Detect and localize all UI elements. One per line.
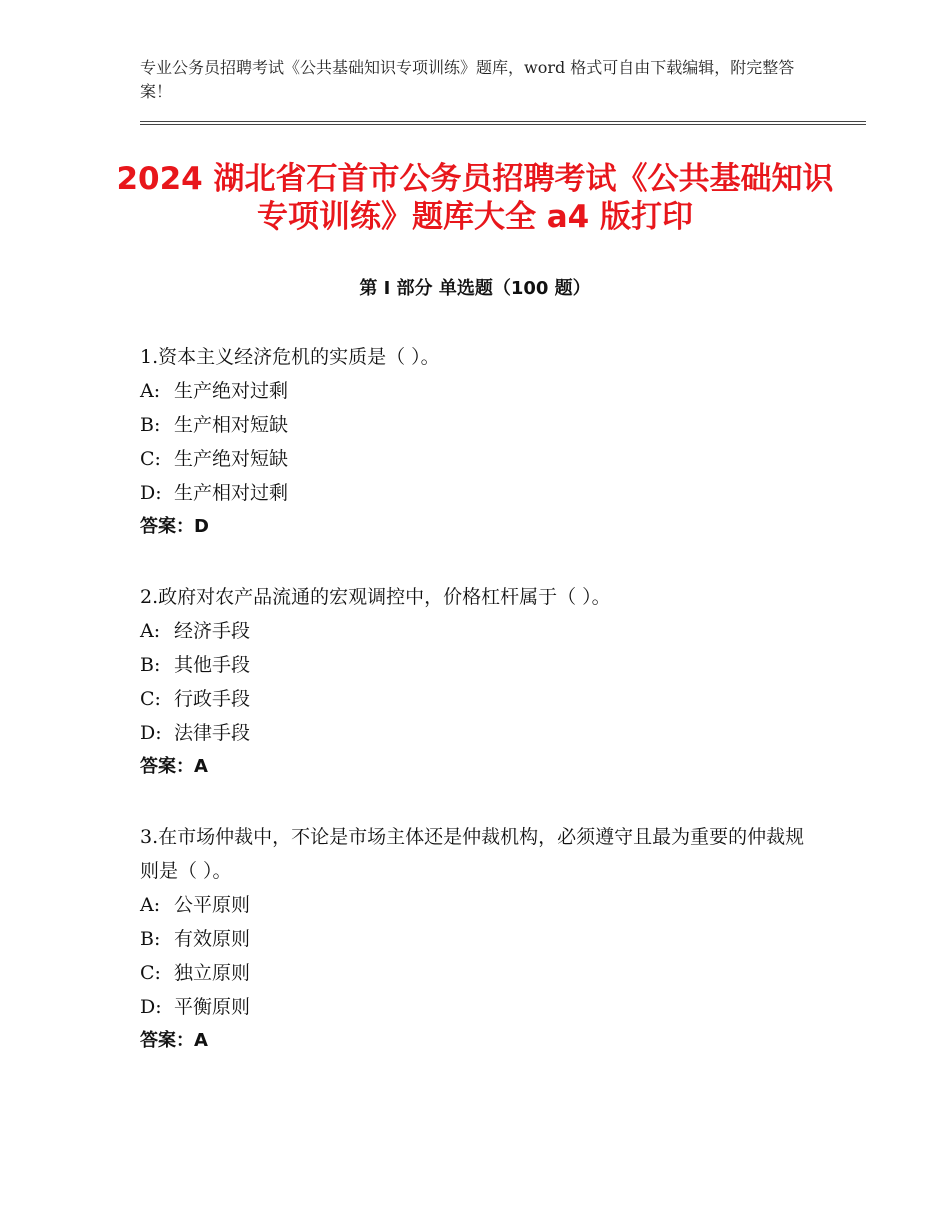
answer-value: A — [194, 1030, 208, 1051]
option-key: D: — [140, 996, 162, 1018]
option-a — [140, 888, 810, 922]
option-key: D: — [140, 482, 162, 504]
option-b — [140, 408, 810, 442]
option-text: 行政手段 — [174, 688, 251, 710]
answer-label: 答案： — [140, 1030, 194, 1051]
answer-value: A — [194, 756, 208, 777]
option-text: 独立原则 — [174, 962, 251, 984]
option-text: 其他手段 — [174, 654, 251, 676]
option-d — [140, 716, 810, 750]
option-key: C: — [140, 448, 161, 470]
option-key: A: — [140, 380, 161, 402]
question-item — [140, 580, 810, 784]
option-key: A: — [140, 620, 161, 642]
option-text: 生产绝对过剩 — [174, 380, 289, 402]
question-list — [140, 340, 810, 1094]
question-stem: 1.资本主义经济危机的实质是（ ）。 — [140, 346, 440, 368]
option-text: 生产绝对短缺 — [174, 448, 289, 470]
option-b — [140, 648, 810, 682]
answer-label: 答案： — [140, 516, 194, 537]
option-b — [140, 922, 810, 956]
option-key: B: — [140, 928, 161, 950]
document-title: 2024 湖北省石首市公务员招聘考试《公共基础知识专项训练》题库大全 a4 版打印 — [116, 161, 834, 235]
question-item — [140, 820, 810, 1058]
option-key: C: — [140, 962, 161, 984]
option-text: 经济手段 — [174, 620, 251, 642]
option-d — [140, 476, 810, 510]
section-heading: 第 I 部分 单选题（100 题） — [359, 278, 591, 299]
answer-line — [140, 510, 810, 544]
question-stem: 2.政府对农产品流通的宏观调控中，价格杠杆属于（ ）。 — [140, 586, 611, 608]
option-text: 平衡原则 — [174, 996, 251, 1018]
option-c — [140, 682, 810, 716]
option-d — [140, 990, 810, 1024]
option-text: 公平原则 — [174, 894, 251, 916]
option-c — [140, 956, 810, 990]
answer-line — [140, 1024, 810, 1058]
option-text: 生产相对短缺 — [174, 414, 289, 436]
answer-line — [140, 750, 810, 784]
option-text: 生产相对过剩 — [174, 482, 289, 504]
option-text: 有效原则 — [174, 928, 251, 950]
option-a — [140, 614, 810, 648]
option-key: A: — [140, 894, 161, 916]
option-key: B: — [140, 654, 161, 676]
option-key: B: — [140, 414, 161, 436]
option-key: C: — [140, 688, 161, 710]
page-header-note: 专业公务员招聘考试《公共基础知识专项训练》题库，word 格式可自由下载编辑，附完整答案！ — [140, 58, 795, 101]
header-divider — [140, 121, 866, 125]
question-stem: 3.在市场仲裁中，不论是市场主体还是仲裁机构，必须遵守且最为重要的仲裁规则是（ ）。 — [140, 826, 805, 882]
answer-label: 答案： — [140, 756, 194, 777]
question-item — [140, 340, 810, 544]
option-a — [140, 374, 810, 408]
option-key: D: — [140, 722, 162, 744]
option-c — [140, 442, 810, 476]
option-text: 法律手段 — [174, 722, 251, 744]
answer-value: D — [194, 516, 209, 537]
